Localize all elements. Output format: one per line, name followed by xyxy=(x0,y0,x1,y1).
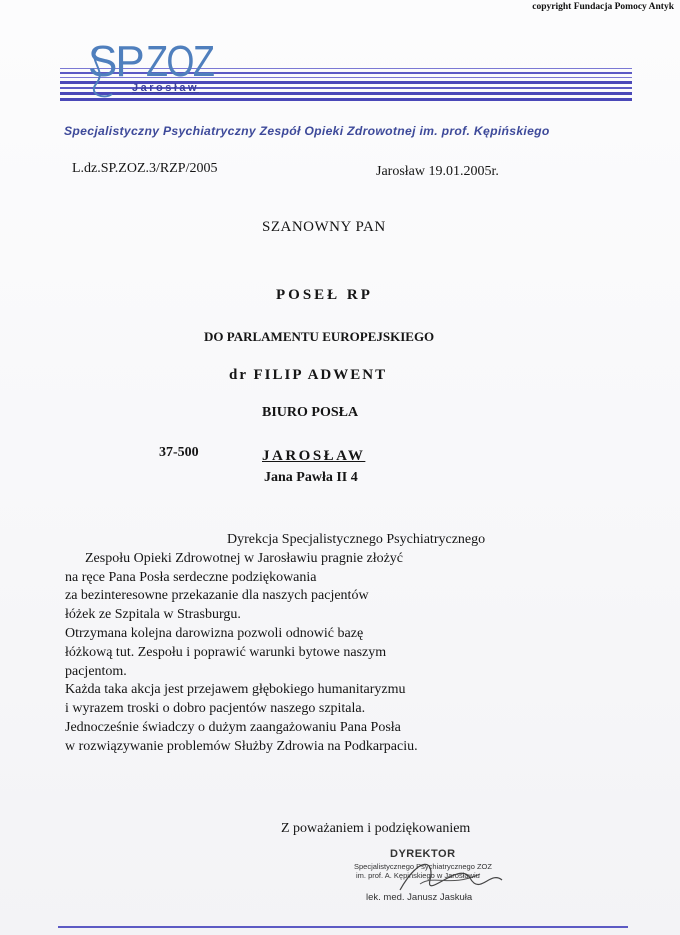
salutation: SZANOWNY PAN xyxy=(262,219,386,235)
spzoz-logo xyxy=(78,37,278,106)
addressee-title: POSEŁ RP xyxy=(276,287,373,303)
institution-subtitle: Specjalistyczny Psychiatryczny Zespół Opieki Zdrowotnej im. prof. Kępińskiego xyxy=(64,124,550,138)
body-line: Dyrekcja Specjalistycznego Psychiatrycznego xyxy=(227,532,486,547)
body-line: na ręce Pana Posła serdeczne podziękowania xyxy=(65,569,317,585)
footer-rule xyxy=(58,926,628,928)
letter-body xyxy=(65,531,585,757)
body-line: pacjentom. xyxy=(65,663,127,679)
body-line: Jednocześnie świadczy o dużym zaangażowaniu Pana Posła xyxy=(65,719,401,735)
logo-zoz: ZOZ xyxy=(146,37,214,86)
stamp-signer: lek. med. Janusz Jaskuła xyxy=(366,892,473,903)
body-line: za bezinteresowne przekazanie dla naszych pacjentów xyxy=(65,588,369,604)
addressee-city: JAROSŁAW xyxy=(262,448,366,464)
stamp-line-2: im. prof. A. Kępińskiego w Jarosławiu xyxy=(356,871,480,880)
body-line: Otrzymana kolejna darowizna pozwoli odnowić bazę xyxy=(65,625,364,641)
logo-sp: SP xyxy=(88,37,143,86)
addressee-name: dr FILIP ADWENT xyxy=(229,367,388,383)
stamp-line-1: Specjalistycznego Psychiatrycznego ZOZ xyxy=(354,862,492,871)
letter-date: Jarosław 19.01.2005r. xyxy=(376,164,499,179)
addressee-street: Jana Pawła II 4 xyxy=(264,470,358,485)
reference-number: L.dz.SP.ZOZ.3/RZP/2005 xyxy=(72,161,218,176)
closing-phrase: Z poważaniem i podziękowaniem xyxy=(281,821,471,836)
logo-city: Jarosław xyxy=(132,82,200,94)
body-line: łóżkową tut. Zespołu i poprawić warunki bytowe naszym xyxy=(65,644,387,660)
body-line: w rozwiązywanie problemów Służby Zdrowia na Podkarpaciu. xyxy=(65,738,418,754)
director-stamp xyxy=(350,848,620,928)
addressee-office: BIURO POSŁA xyxy=(262,405,359,420)
addressee-postcode: 37-500 xyxy=(159,445,199,460)
body-line: Każda taka akcja jest przejawem głębokiego humanitaryzmu xyxy=(65,682,406,698)
copyright-notice: copyright Fundacja Pomocy Antyk xyxy=(532,2,674,12)
body-line: łóżek ze Szpitala w Strasburgu. xyxy=(65,607,241,623)
addressee-institution: DO PARLAMENTU EUROPEJSKIEGO xyxy=(204,329,435,344)
stamp-heading: DYREKTOR xyxy=(390,848,456,860)
body-line: Zespołu Opieki Zdrowotnej w Jarosławiu pragnie złożyć xyxy=(85,550,404,566)
body-line: i wyrazem troski o dobro pacjentów naszego szpitala. xyxy=(65,701,366,717)
